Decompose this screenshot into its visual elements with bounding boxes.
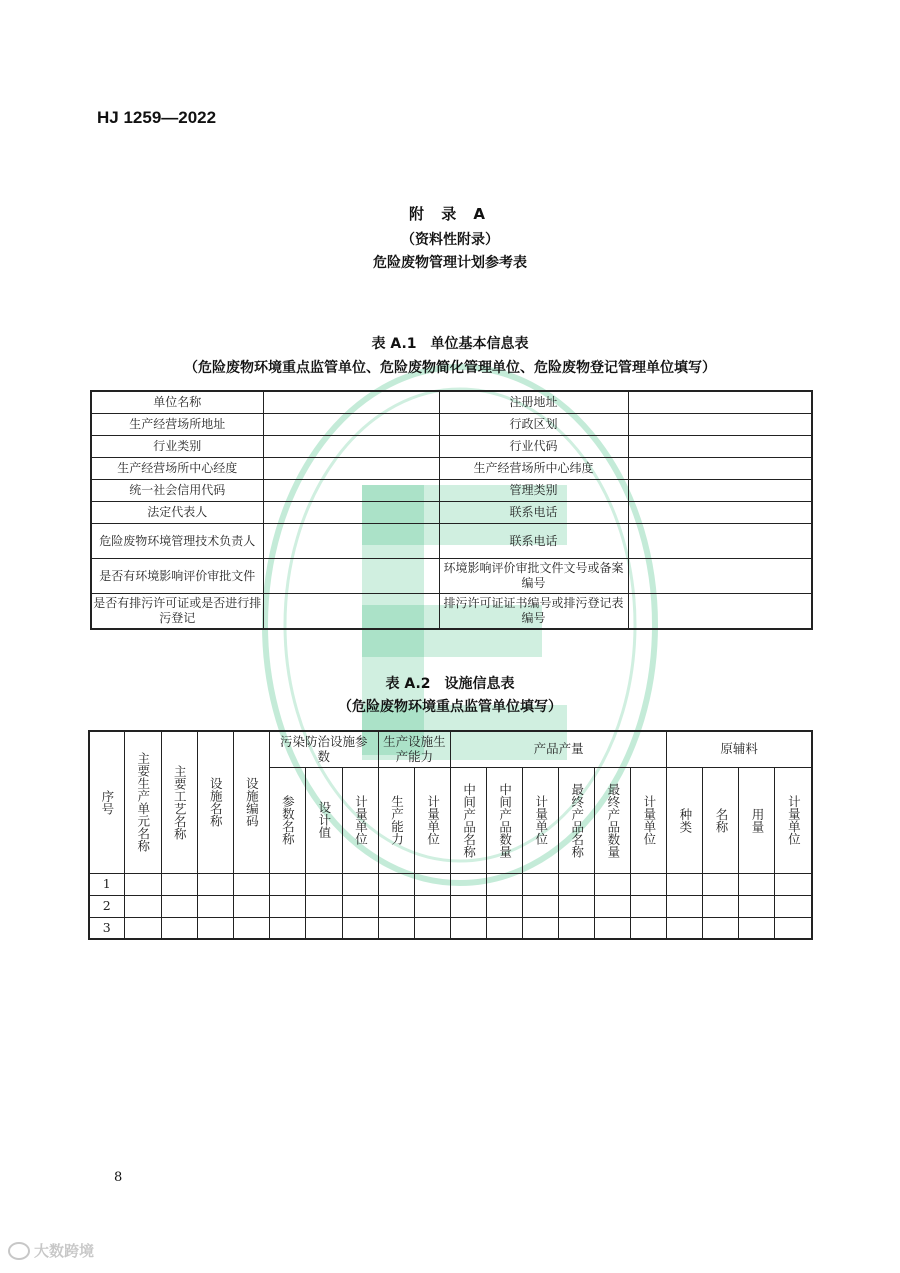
table-row [91,414,812,436]
header-main-unit: 主要生产单元名称 [124,731,161,873]
header-final-product-name: 最终产品名称 [559,767,595,873]
value-cell[interactable] [263,594,439,629]
table-row [91,559,812,594]
row-label: 法定代表人 [91,502,263,524]
row-seq: 2 [89,895,124,917]
table-row [89,917,812,939]
header-pollution-design-value: 设计值 [305,767,342,873]
header-raw-unit: 计量单位 [775,767,812,873]
row-label: 管理类别 [439,480,628,502]
value-cell[interactable] [263,559,439,594]
header-raw-amount: 用量 [739,767,775,873]
row-label: 行业代码 [439,436,628,458]
header-facility-name: 设施名称 [197,731,233,873]
value-cell[interactable] [628,414,812,436]
value-cell[interactable] [263,502,439,524]
header-mid-product-qty: 中间产品数量 [487,767,523,873]
appendix-type: （资料性附录） [401,232,499,248]
table-a1-note: （危险废物环境重点监管单位、危险废物简化管理单位、危险废物登记管理单位填写） [184,360,716,376]
header-raw-name: 名称 [703,767,739,873]
value-cell[interactable] [628,594,812,629]
brand-watermark [8,1240,94,1261]
table-row [89,895,812,917]
table-row [91,524,812,559]
row-label: 是否有环境影响评价审批文件 [91,559,263,594]
table-a1-title: 表 A.1 单位基本信息表 [371,336,529,352]
row-label: 环境影响评价审批文件文号或备案编号 [439,559,628,594]
row-label: 是否有排污许可证或是否进行排污登记 [91,594,263,629]
standard-code: HJ 1259—2022 [97,108,217,127]
header-output-group: 产品产量 [450,731,666,767]
value-cell[interactable] [263,391,439,414]
row-label: 统一社会信用代码 [91,480,263,502]
header-seq: 序号 [89,731,124,873]
value-cell[interactable] [628,458,812,480]
table-row [91,391,812,414]
value-cell[interactable] [628,436,812,458]
row-label: 联系电话 [439,502,628,524]
header-pollution-unit: 计量单位 [342,767,378,873]
value-cell[interactable] [263,458,439,480]
row-label: 排污许可证证书编号或排污登记表编号 [439,594,628,629]
header-raw-type: 种类 [667,767,703,873]
table-row [91,458,812,480]
table-a2-note: （危险废物环境重点监管单位填写） [338,699,562,715]
table-row [91,594,812,629]
header-capacity-value: 生产能力 [378,767,414,873]
row-label: 注册地址 [439,391,628,414]
facility-info-table [88,730,813,940]
value-cell[interactable] [263,436,439,458]
brand-logo-icon [8,1242,30,1260]
row-label: 生产经营场所地址 [91,414,263,436]
table-row [89,873,812,895]
row-label: 生产经营场所中心经度 [91,458,263,480]
row-label: 联系电话 [439,524,628,559]
value-cell[interactable] [628,559,812,594]
table-row [91,480,812,502]
header-raw-group: 原辅料 [667,731,812,767]
value-cell[interactable] [263,414,439,436]
value-cell[interactable] [628,524,812,559]
header-capacity-group: 生产设施生产能力 [378,731,450,767]
row-label: 行业类别 [91,436,263,458]
row-seq: 3 [89,917,124,939]
header-facility-code: 设施编码 [233,731,269,873]
value-cell[interactable] [263,480,439,502]
value-cell[interactable] [628,391,812,414]
table-row [91,436,812,458]
table-row [91,502,812,524]
header-capacity-unit: 计量单位 [414,767,450,873]
value-cell[interactable] [263,524,439,559]
header-final-unit: 计量单位 [631,767,667,873]
row-label: 单位名称 [91,391,263,414]
header-mid-unit: 计量单位 [523,767,559,873]
header-final-product-qty: 最终产品数量 [595,767,631,873]
header-pollution-group: 污染防治设施参数 [269,731,378,767]
header-mid-product-name: 中间产品名称 [450,767,486,873]
row-label: 生产经营场所中心纬度 [439,458,628,480]
value-cell[interactable] [628,480,812,502]
row-label: 行政区划 [439,414,628,436]
row-label: 危险废物环境管理技术负责人 [91,524,263,559]
row-seq: 1 [89,873,124,895]
appendix-title: 附 录 A [408,205,492,223]
header-main-process: 主要工艺名称 [161,731,197,873]
appendix-subject: 危险废物管理计划参考表 [373,255,527,271]
unit-basic-info-table [90,390,813,630]
page-number: 8 [114,1170,123,1185]
brand-text: 大数跨境 [34,1242,95,1260]
table-a2-title: 表 A.2 设施信息表 [385,676,515,692]
header-pollution-param-name: 参数名称 [269,767,305,873]
value-cell[interactable] [628,502,812,524]
